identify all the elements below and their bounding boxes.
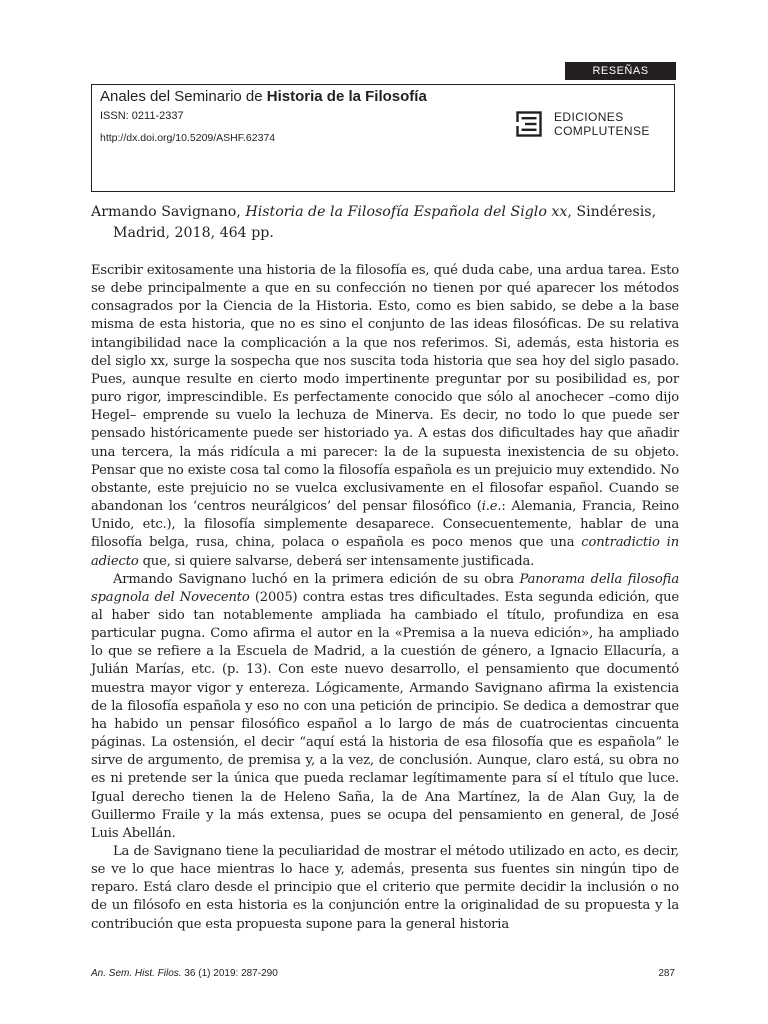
publisher-line-2: COMPLUTENSE (554, 124, 650, 138)
section-tag-resenas: RESEÑAS (565, 62, 676, 80)
paragraph-1-text-a: Escribir exitosamente una historia de la filosofía es, qué duda cabe, una ardua tarea. Esto se debe principalmente a que en su confección no tienen por qué aparecer los métodos consagrados por la Ciencia de la Historia. Esto, como es bien sabido, se debe a la base misma de esta historia, que no es sino el conjunto de las ideas filosóficas. De su relativa intangibilidad nace la complicación a la que nos referimos. Si, además, esta historia es del siglo xx, surge la sospecha que nos suscita toda historia que sea hoy del siglo pasado. Pues, aunque resulte en cierto modo impertinente preguntar por su posibilidad es, por puro rigor, imprescindible. Es perfectamente conocido que sólo al anochecer –como dijo Hegel– emprende su vuelo la lechuza de Minerva. Es decir, no todo lo que puede ser pensado históricamente puede ser historiado ya. A estas dos dificultades hay que añadir una tercera, la más ridícula a mi parecer: la de la supuesta inexistencia de su objeto. Pensar que no existe cosa tal como la filosofía española es un prejuicio muy extendido. No obstante, este prejuicio no se vuelca exclusivamente en el filosofar español. Cuando se abandonan los ‘centros neurálgicos’ del pensar filosófico ( (91, 263, 679, 515)
journal-prefix: Anales del Seminario de (100, 88, 263, 105)
publisher-name (554, 110, 650, 138)
ediciones-complutense-logo-icon (516, 111, 542, 137)
journal-name: Historia de la Filosofía (266, 88, 427, 105)
footer-journal-abbrev: An. Sem. Hist. Filos. (91, 968, 182, 979)
review-body (91, 262, 679, 934)
paragraph-2-text-b: (2005) contra estas tres dificultades. Esta segunda edición, que al haber sido tan notablemente ampliada ha cambiado el título, profundiza en esa particular pugna. Como afirma el autor en la «Premisa a la nueva edición», ha ampliado lo que se refiere a la Escuela de Madrid, a la cuestión de género, a Ignacio Ellacuría, a Julián Marías, etc. (p. 13). Con este nuevo desarrollo, el pensamiento que documentó muestra mayor vigor y entereza. Lógicamente, Armando Savignano afirma la existencia de la filosofía española y eso no con una petición de principio. Se dedica a demostrar que ha habido un pensar filosófico español a lo largo de más de cuatrocientas cincuenta páginas. La ostensión, el decir “aquí está la historia de esa filosofía que es española” le sirve de argumento, de premisa y, a la vez, de conclusión. Aunque, claro está, su obra no es ni pretende ser la única que pueda reclamar legítimamente para sí el título que luce. Igual derecho tienen la de Heleno Saña, la de Ana Martínez, la de Alan Guy, la de Guillermo Fraile y la más extensa, pues se ocupa del pensamiento en general, de José Luis Abellán. (91, 589, 679, 841)
book-citation (91, 202, 675, 244)
paragraph-2 (91, 571, 679, 843)
citation-details: , Sindéresis, Madrid, 2018, 464 pp. (113, 204, 657, 241)
page-number: 287 (658, 968, 675, 979)
paragraph-1-ie: i.e. (481, 499, 502, 515)
footer-volume: 36 (1) 2019: 287-290 (184, 968, 278, 979)
paragraph-1-text-b: : Alemania, Francia, Reino Unido, etc.), la filosofía simplemente desaparece. Consecuentemente, hablar de una filosofía belga, rusa, china, polaca o española es poco menos que una (91, 499, 680, 551)
paragraph-2-book-title: Panorama della filosofia spagnola del Novecento (91, 571, 679, 605)
paragraph-1-text-c: que, si quiere salvarse, deberá ser intensamente justificada. (138, 553, 535, 569)
doi-link[interactable]: http://dx.doi.org/10.5209/ASHF.62374 (100, 132, 276, 144)
paragraph-2-text-a: Armando Savignano luchó en la primera edición de su obra (113, 571, 520, 587)
page-footer (91, 968, 675, 979)
issn: ISSN: 0211-2337 (100, 110, 184, 122)
citation-author: Armando Savignano, (91, 204, 241, 220)
paragraph-3: La de Savignano tiene la peculiaridad de mostrar el método utilizado en acto, es decir, se ve lo que hace mientras lo hace y, además, presenta sus fuentes sin ningún tipo de reparo. Está claro desde el principio que el criterio que permite decidir la inclusión o no de un filósofo en esta historia es la conjunción entre la originalidad de su propuesta y la contribución que esta propuesta supone para la general historia (91, 844, 679, 932)
paragraph-1 (91, 262, 679, 571)
paragraph-1-latin-phrase: contradictio in adiecto (91, 535, 679, 569)
citation-title: Historia de la Filosofía Española del Siglo xx (245, 204, 568, 220)
journal-title (100, 88, 427, 105)
footer-journal-reference (91, 968, 278, 979)
publisher-line-1: EDICIONES (554, 110, 624, 124)
journal-header (91, 84, 675, 192)
publisher-block (516, 110, 650, 138)
